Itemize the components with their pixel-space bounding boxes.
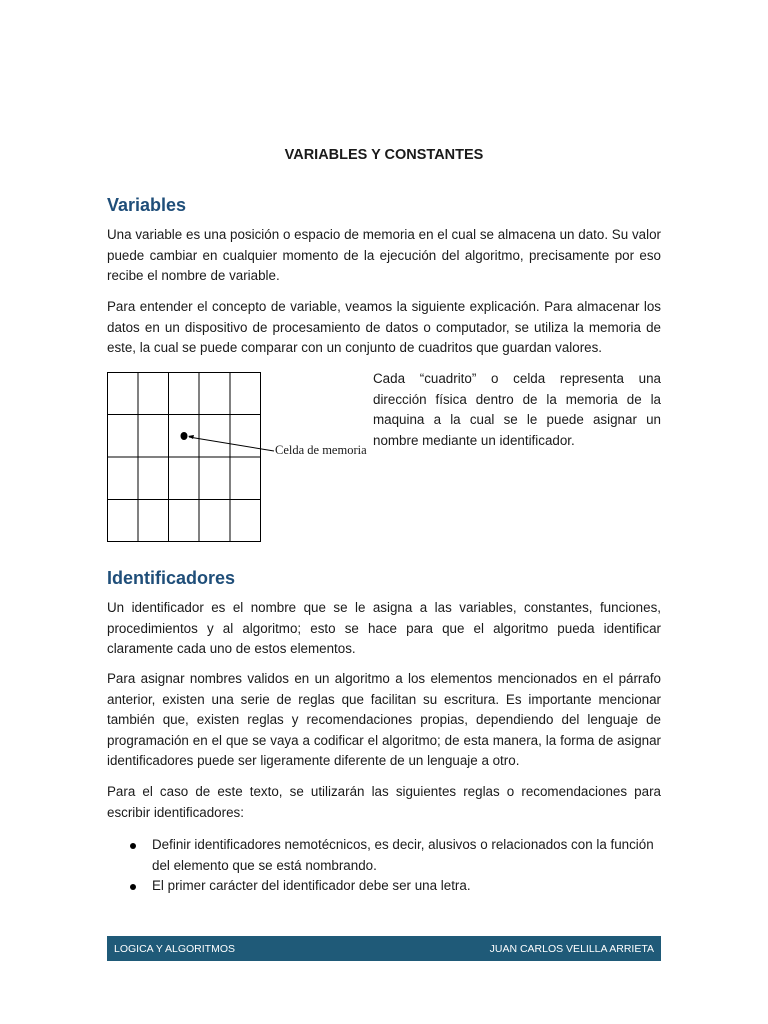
figure-label: Celda de memoria — [275, 443, 367, 457]
paragraph-variables-definition: Una variable es una posición o espacio de memoria en el cual se almacena un dato. Su valor puede cambiar en cualquier momento de la ejecución del algoritmo, precisamente por eso recibe el nombre de variable. — [107, 227, 661, 283]
list-item — [107, 876, 661, 897]
page-footer — [107, 936, 661, 961]
footer-author: JUAN CARLOS VELILLA ARRIETA — [489, 942, 654, 955]
heading-variables: Variables — [107, 195, 187, 215]
bullet-icon — [130, 884, 136, 890]
paragraph-identificador-definition: Un identificador es el nombre que se le asigna a las variables, constantes, funciones, procedimientos y al algoritmo; esto se hace para que el algoritmo pueda identificar claramente cada uno de estos elementos. — [107, 600, 661, 656]
document-title: VARIABLES Y CONSTANTES — [284, 147, 484, 163]
list-item-text: Definir identificadores nemotécnicos, es decir, alusivos o relacionados con la función del elemento que se está nombrando. — [152, 837, 654, 873]
paragraph-cell-description: Cada “cuadrito” o celda representa una dirección física dentro de la memoria de la maquina a la cual se le puede asignar un nombre mediante un identificador. — [373, 371, 661, 448]
list-item-text: El primer carácter del identificador debe ser una letra. — [152, 878, 471, 893]
paragraph-identificador-rules: Para asignar nombres validos en un algoritmo a los elementos mencionados en el párrafo anterior, existen una serie de reglas que facilitan su escritura. Es importante mencionar también que, existen reglas y recomendaciones propias, dependiendo del lenguaje de programación en el que se vaya a codificar el algoritmo; de esta manera, la forma de asignar identificadores puede ser ligeramente diferente de un lenguaje a otro. — [107, 671, 661, 768]
paragraph-variables-explanation: Para entender el concepto de variable, veamos la siguiente explicación. Para almacenar los datos en un dispositivo de procesamiento de datos o computador, se utiliza la memoria de este, la cual se puede comparar con un conjunto de cuadritos que guardan valores. — [107, 299, 661, 355]
heading-identificadores: Identificadores — [107, 568, 236, 588]
footer-course: LOGICA Y ALGORITMOS — [114, 942, 235, 955]
bullet-icon — [130, 843, 136, 849]
paragraph-identificador-intro: Para el caso de este texto, se utilizarán las siguientes reglas o recomendaciones para escribir identificadores: — [107, 784, 661, 820]
list-item — [107, 835, 661, 876]
rules-list — [107, 835, 661, 897]
